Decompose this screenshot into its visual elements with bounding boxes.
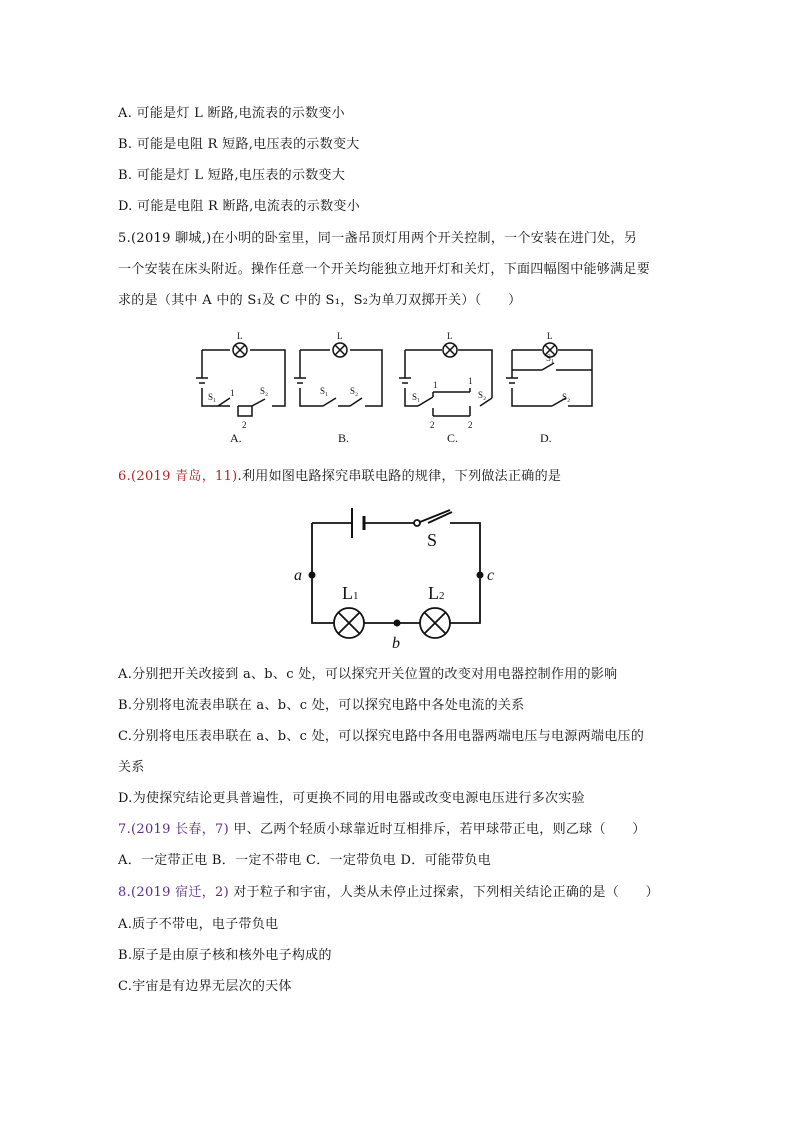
q5-stem-line2: 一个安装在床头附近。操作任意一个开关均能独立地开灯和关灯，下面四幅图中能够满足要 — [118, 262, 651, 277]
q7-text: 甲、乙两个轻质小球靠近时互相排斥，若甲球带正电，则乙球（ ） — [228, 822, 646, 837]
q6-number: 6. — [118, 469, 132, 484]
label-l1: L1 — [342, 583, 359, 603]
label-d-s1: S₁ — [546, 353, 555, 363]
label-a-1: 1 — [230, 388, 235, 398]
q7-number: 7. — [118, 822, 132, 837]
q6-option-b: B.分别将电流表串联在 a、b、c 处，可以探究电路中各处电流的关系 — [118, 698, 525, 713]
label-switch-s: S — [427, 530, 438, 550]
q5-stem-line3: 求的是（其中 A 中的 S₁及 C 中的 S₁，S₂为单刀双掷开关）（ ） — [118, 293, 522, 308]
q5-text-1: 在小明的卧室里，同一盏吊顶灯用两个开关控制，一个安装在进门处，另 — [211, 231, 638, 246]
diagram-label-b: B. — [338, 431, 350, 445]
label-a-lamp: L — [237, 331, 243, 341]
q6-option-a: A.分别把开关改接到 a、b、c 处，可以探究开关位置的改变对用电器控制作用的影响 — [118, 667, 618, 682]
q5-stem-line1 — [118, 230, 637, 248]
q6-source: (2019 青岛，11) — [131, 469, 238, 484]
circuit-c — [399, 343, 492, 416]
label-a-s1: S₁ — [208, 392, 217, 402]
label-a: a — [294, 567, 302, 584]
q8-stem — [118, 884, 659, 902]
node-a — [309, 572, 316, 579]
label-c-2b: 2 — [468, 420, 473, 430]
switch-pivot — [414, 520, 420, 526]
q5-circuit-diagrams — [190, 328, 600, 448]
q8-source: (2019 宿迁，2) — [131, 885, 229, 900]
q6-circuit — [290, 498, 510, 658]
q6-text: .利用如图电路探究串联电路的规律，下列做法正确的是 — [237, 469, 562, 484]
circuit-a — [196, 343, 285, 416]
node-c — [477, 572, 484, 579]
label-c-1b: 1 — [468, 376, 473, 386]
q6-loop-wire — [312, 523, 480, 623]
label-c-lamp: L — [447, 331, 453, 341]
q8-text: 对于粒子和宇宙，人类从未停止过探索，下列相关结论正确的是（ ） — [228, 885, 659, 900]
label-b: b — [392, 635, 400, 652]
q6-stem — [118, 468, 561, 486]
label-c-1a: 1 — [433, 380, 438, 390]
q8-option-a: A.质子不带电，电子带负电 — [118, 917, 279, 932]
label-d-lamp: L — [547, 331, 553, 341]
q7-stem — [118, 821, 646, 839]
label-c: c — [487, 567, 495, 584]
q4-option-a: A. 可能是灯 L 断路,电流表的示数变小 — [118, 106, 345, 121]
q6-option-c: C.分别将电压表串联在 a、b、c 处，可以探究电路中各用电器两端电压与电源两端电压的 — [118, 729, 645, 744]
label-b-s2: S₂ — [350, 386, 359, 396]
q8-option-b: B.原子是由原子核和核外电子构成的 — [118, 948, 332, 963]
q4-option-d: D. 可能是电阻 R 断路,电流表的示数变小 — [118, 199, 361, 214]
q4-option-c: B. 可能是灯 L 短路,电压表的示数变大 — [118, 168, 346, 183]
label-a-2: 2 — [242, 420, 247, 430]
q5-number: 5. — [118, 231, 132, 246]
q4-option-b: B. 可能是电阻 R 短路,电压表的示数变大 — [118, 137, 360, 152]
label-c-2a: 2 — [430, 420, 435, 430]
label-l2: L2 — [428, 583, 445, 603]
q5-source: (2019 聊城,) — [131, 231, 212, 246]
label-b-lamp: L — [337, 331, 343, 341]
label-a-s2: S₂ — [260, 386, 269, 396]
diagram-label-a: A. — [230, 431, 242, 445]
label-c-s2: S₂ — [478, 390, 487, 400]
circuit-b — [294, 343, 382, 406]
label-c-s1: S₁ — [412, 392, 421, 402]
q7-options: A．一定带正电 B．一定不带电 C．一定带负电 D．可能带负电 — [118, 853, 492, 868]
diagram-label-c: C. — [447, 431, 459, 445]
q6-option-c-cont: 关系 — [118, 760, 145, 775]
label-b-s1: S₁ — [320, 386, 329, 396]
q8-option-c: C.宇宙是有边界无层次的天体 — [118, 979, 292, 994]
q7-source: (2019 长春，7) — [131, 822, 229, 837]
q6-option-d: D.为使探究结论更具普遍性，可更换不同的用电器或改变电源电压进行多次实验 — [118, 791, 585, 806]
label-d-s2: S₂ — [562, 392, 571, 402]
node-b — [394, 620, 401, 627]
q8-number: 8. — [118, 885, 132, 900]
diagram-label-d: D. — [540, 431, 552, 445]
